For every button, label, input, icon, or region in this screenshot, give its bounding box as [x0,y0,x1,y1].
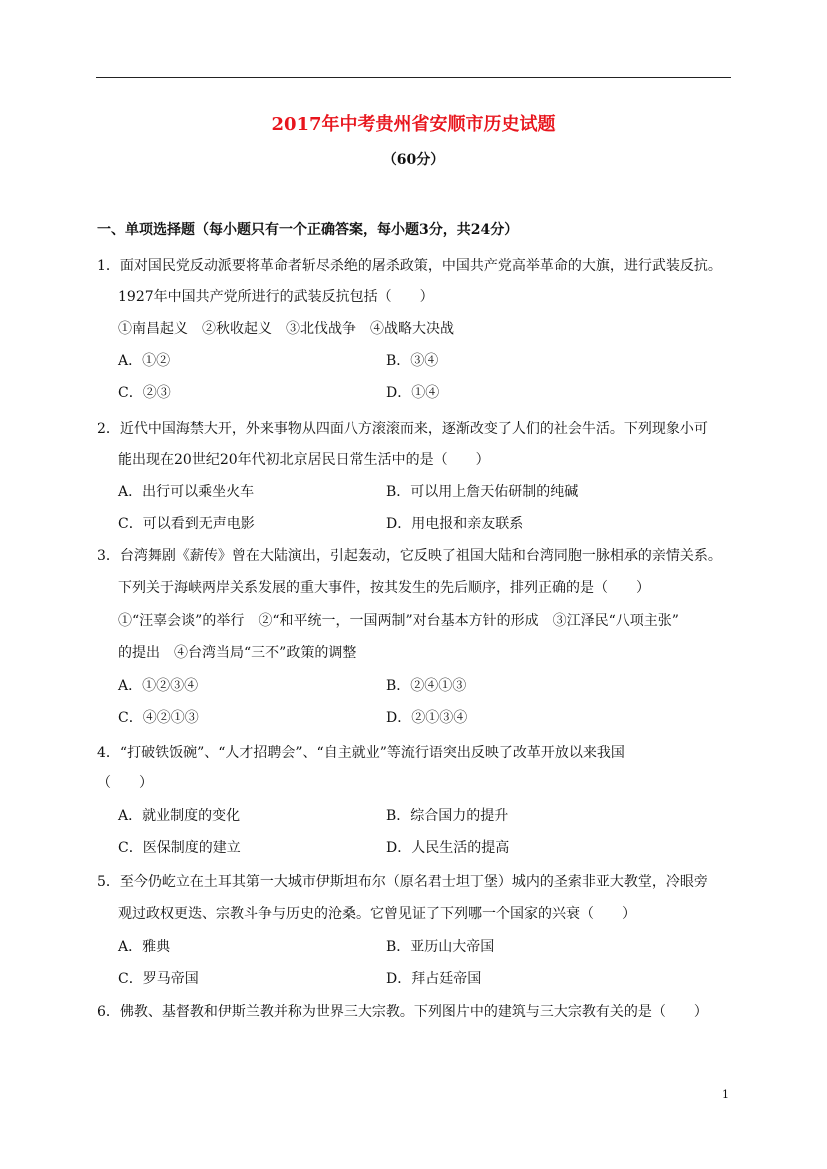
q4-option-d: D．人民生活的提高 [386,840,510,856]
q3-items-line-1: ①“汪辜会谈”的举行 ②“和平统一，一国两制”对台基本方针的形成 ③江泽民“八项主张” [118,613,679,629]
q5-option-a: A．雅典 [118,939,171,955]
q4-option-c: C．医保制度的建立 [118,840,241,856]
q4-option-b: B．综合国力的提升 [386,808,509,824]
q3-items-line-2: 的提出 ④台湾当局“三不”政策的调整 [118,645,357,661]
q3-option-c: C．④②①③ [118,710,199,726]
q3-stem-line-1: 3．台湾舞剧《薪传》曾在大陆演出，引起轰动，它反映了祖国大陆和台湾同胞一脉相承的亲情关系。 [97,548,722,564]
q3-option-a: A．①②③④ [118,678,199,694]
q5-stem-line-1: 5．至今仍屹立在土耳其第一大城市伊斯坦布尔（原名君士坦丁堡）城内的圣索非亚大教堂，冷眼旁 [97,874,708,890]
q2-option-c: C．可以看到无声电影 [118,516,255,532]
q1-stem-line-1: 1．面对国民党反动派要将革命者斩尽杀绝的屠杀政策，中国共产党高举革命的大旗，进行武装反抗。 [97,258,722,274]
q1-stem-line-2: 1927年中国共产党所进行的武装反抗包括（ ） [118,289,434,305]
q3-option-d: D．②①③④ [386,710,468,726]
q5-option-c: C．罗马帝国 [118,971,199,987]
q4-option-a: A．就业制度的变化 [118,808,241,824]
q5-option-b: B．亚历山大帝国 [386,939,495,955]
q1-option-a: A．①② [118,353,171,369]
page-title: 2017年中考贵州省安顺市历史试题 [271,114,556,135]
q5-option-d: D．拜占廷帝国 [386,971,482,987]
q2-option-b: B．可以用上詹天佑研制的纯碱 [386,484,579,500]
q3-option-b: B．②④①③ [386,678,467,694]
q5-stem-line-2: 观过政权更迭、宗教斗争与历史的沧桑。它曾见证了下列哪一个国家的兴衰（ ） [118,906,636,922]
q2-option-d: D．用电报和亲友联系 [386,516,524,532]
q2-stem-line-1: 2．近代中国海禁大开，外来事物从四面八方滚滚而来，逐渐改变了人们的社会牛活。下列现象小可 [97,421,708,437]
q4-stem-line-2: （ ） [97,775,153,791]
top-rule [96,77,731,78]
q1-items: ①南昌起义 ②秋收起义 ③北伐战争 ④战略大决战 [118,321,454,337]
q3-stem-line-2: 下列关于海峡两岸关系发展的重大事件，按其发生的先后顺序，排列正确的是（ ） [118,580,650,596]
score-note: （60分） [382,152,445,168]
section-heading: 一、单项选择题（每小题只有一个正确答案，每小题3分，共24分） [97,222,519,238]
q1-option-d: D．①④ [386,385,440,401]
page-number: 1 [722,1088,729,1101]
q2-option-a: A．出行可以乘坐火车 [118,484,255,500]
q1-option-c: C．②③ [118,385,171,401]
q2-stem-line-2: 能出现在20世纪20年代初北京居民日常生活中的是（ ） [118,452,490,468]
q6-stem-line-1: 6．佛教、基督教和伊斯兰教并称为世界三大宗教。下列图片中的建筑与三大宗教有关的是（ ） [97,1004,708,1020]
q1-option-b: B．③④ [386,353,439,369]
q4-stem-line-1: 4．“打破铁饭碗”、“人才招聘会”、“自主就业”等流行语突出反映了改革开放以来我国 [97,745,625,761]
